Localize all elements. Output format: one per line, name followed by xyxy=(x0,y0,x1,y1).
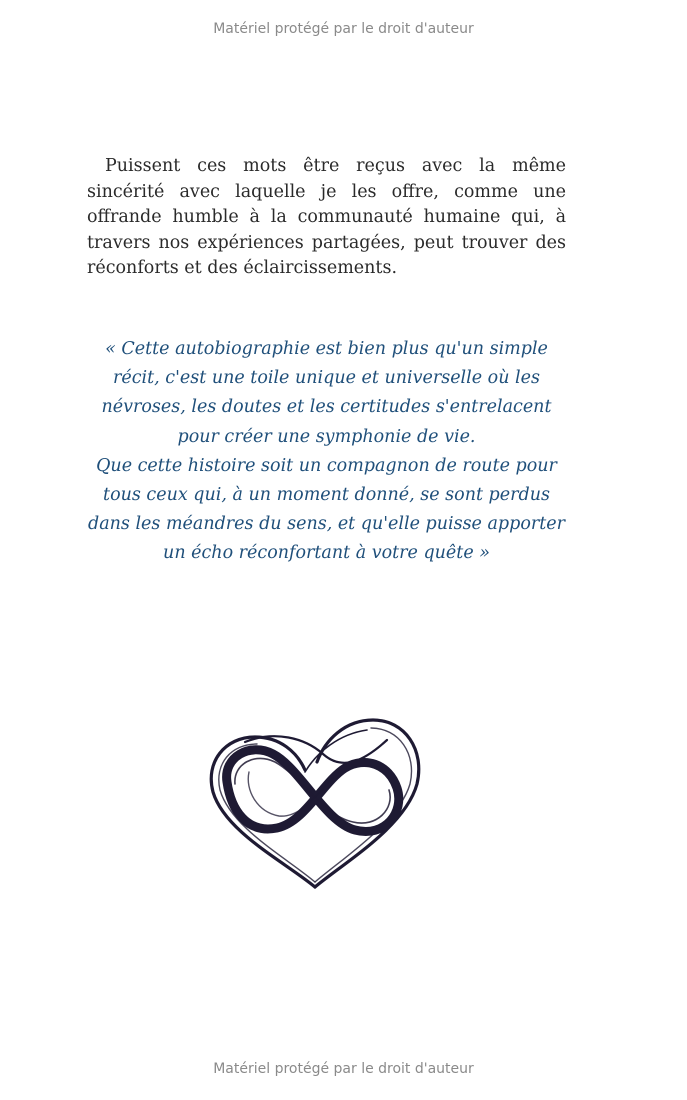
copyright-watermark-top: Matériel protégé par le droit d'auteur xyxy=(213,21,474,37)
infinity-heart-icon xyxy=(205,712,427,897)
quote-part-2: Que cette histoire soit un compagnon de route pour tous ceux qui, à un moment donné, se sont perdus dans les méandres du sens, et qu'elle puisse apporter un écho réconfortant à votre quête » xyxy=(88,455,565,564)
dedication-paragraph: Puissent ces mots être reçus avec la même sincérité avec laquelle je les offre, comme une offrande humble à la communauté humaine qui, à travers nos expériences partagées, peut trouver des réconforts et des éclaircissements. xyxy=(87,156,566,278)
copyright-watermark-bottom: Matériel protégé par le droit d'auteur xyxy=(213,1061,474,1077)
quote-part-1: « Cette autobiographie est bien plus qu'un simple récit, c'est une toile unique et universelle où les névroses, les doutes et les certitudes s'entrelacent pour créer une symphonie de vie. xyxy=(101,339,552,447)
epigraph-quote xyxy=(87,335,566,569)
